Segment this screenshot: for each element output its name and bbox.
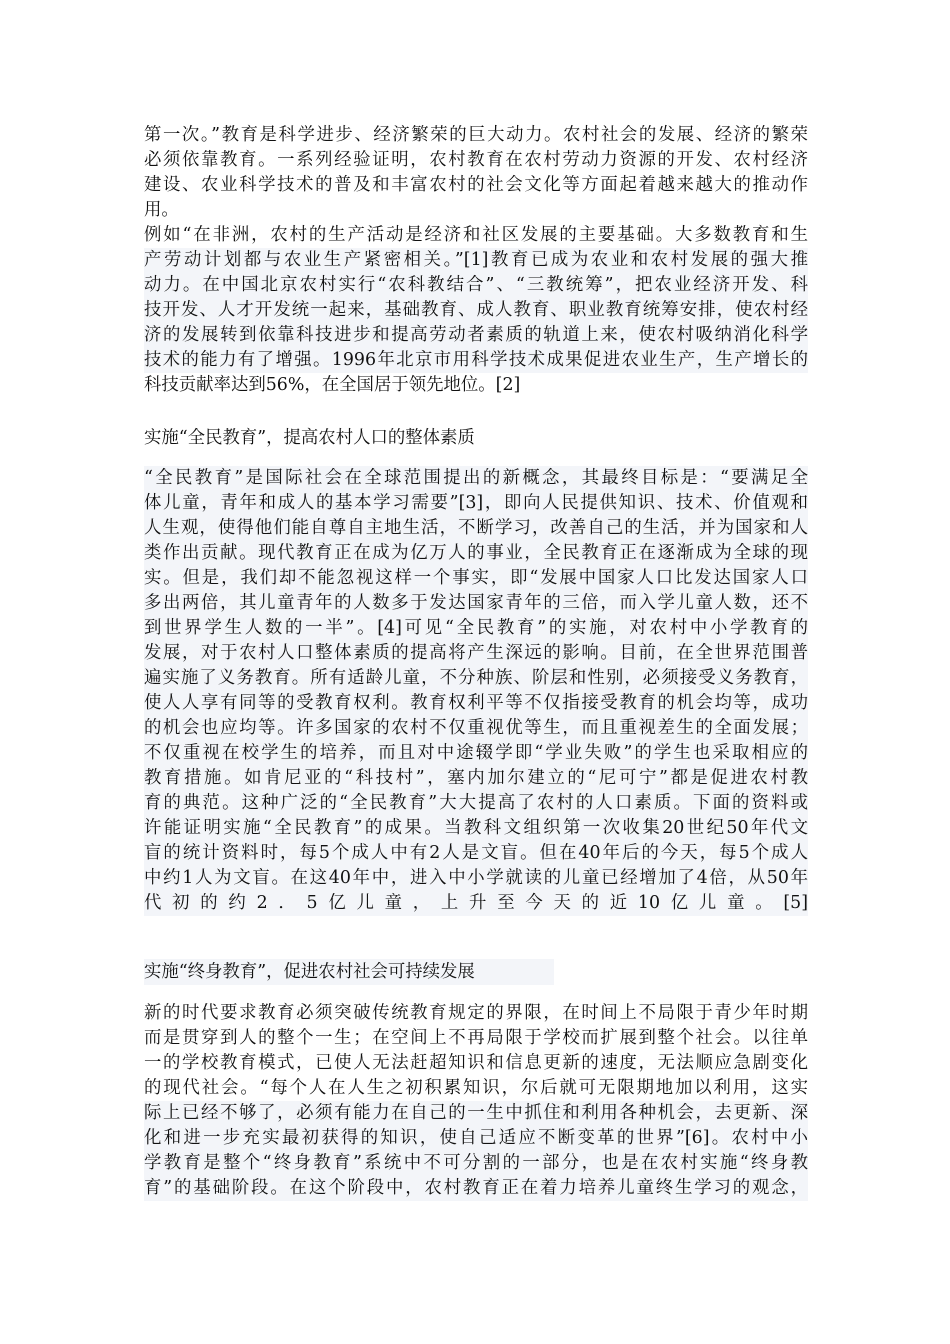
text-line: 第一次。”教育是科学进步、经济繁荣的巨大动力。农村社会的发展、经济的繁荣	[144, 125, 808, 145]
text-line: 的现代社会。“每个人在人生之初积累知识，尔后就可无限期地加以利用，这实	[144, 1078, 808, 1098]
text-line: 际上已经不够了，必须有能力在自己的一生中抓住和利用各种机会，去更新、深	[144, 1101, 808, 1126]
text-line: 学教育是整个“终身教育”系统中不可分割的一部分，也是在农村实施“终身教	[144, 1151, 808, 1176]
text-line: 育的典范。这种广泛的“全民教育”大大提高了农村的人口素质。下面的资料或	[144, 791, 808, 816]
text-line: 济的发展转到依靠科技进步和提高劳动者素质的轨道上来，使农村吸纳消化科学	[144, 323, 808, 348]
text-line: 技开发、人才开发统一起来，基础教育、成人教育、职业教育统筹安排，使农村经	[144, 298, 808, 323]
text-line: 不仅重视在校学生的培养，而且对中途辍学即“学业失败”的学生也采取相应的	[144, 741, 808, 766]
text-line: 用。	[144, 200, 179, 220]
text-line: 技术的能力有了增强。1996年北京市用科学技术成果促进农业生产，生产增长的	[144, 348, 808, 373]
text-line: 盲的统计资料时，每5个成人中有2人是文盲。但在40年后的今天，每5个成人	[144, 841, 808, 866]
text-line: 而是贯穿到人的整个一生；在空间上不再局限于学校而扩展到整个社会。以往单	[144, 1028, 808, 1048]
text-line: 化和进一步充实最初获得的知识，使自己适应不断变革的世界”[6]。农村中小	[144, 1126, 808, 1151]
text-line: 建设、农业科学技术的普及和丰富农村的社会文化等方面起着越来越大的推动作	[144, 175, 808, 195]
text-line: 遍实施了义务教育。所有适龄儿童，不分种族、阶层和性别，必须接受义务教育，	[144, 666, 808, 691]
text-line: 使人人享有同等的受教育权利。教育权利平等不仅指接受教育的机会均等，成功	[144, 691, 808, 716]
text-line: 人生观，使得他们能自尊自主地生活，不断学习，改善自己的生活，并为国家和人	[144, 516, 808, 541]
text-line: 许能证明实施“全民教育”的成果。当教科文组织第一次收集20世纪50年代文	[144, 816, 808, 841]
text-line: 中约1人为文盲。在这40年中，进入中小学就读的儿童已经增加了4倍，从50年	[144, 866, 808, 891]
text-line: 发展，对于农村人口整体素质的提高将产生深远的影响。目前，在全世界范围普	[144, 641, 808, 666]
text-line: 科技贡献率达到56%，在全国居于领先地位。[2]	[144, 375, 521, 395]
text-line: “全民教育”是国际社会在全球范围提出的新概念，其最终目标是：“要满足全	[144, 466, 808, 491]
text-line: 教育措施。如肯尼亚的“科技村”，塞内加尔建立的“尼可宁”都是促进农村教	[144, 766, 808, 791]
text-line: 类作出贡献。现代教育正在成为亿万人的事业，全民教育正在逐渐成为全球的现	[144, 541, 808, 566]
text-line: 育”的基础阶段。在这个阶段中，农村教育正在着力培养儿童终生学习的观念，	[144, 1176, 808, 1201]
section-heading: 实施“终身教育”，促进农村社会可持续发展	[144, 959, 554, 985]
text-line: 代初的约2．5亿儿童，上升至今天的近10亿儿童。[5]	[144, 891, 808, 916]
text-line: 到世界学生人数的一半”。[4]可见“全民教育”的实施，对农村中小学教育的	[144, 616, 808, 641]
text-line: 产劳动计划都与农业生产紧密相关。”[1]教育已成为农业和农村发展的强大推	[144, 248, 808, 273]
text-line: 实。但是，我们却不能忽视这样一个事实，即“发展中国家人口比发达国家人口	[144, 566, 808, 591]
text-line: 必须依靠教育。一系列经验证明，农村教育在农村劳动力资源的开发、农村经济	[144, 150, 808, 170]
text-line: 一的学校教育模式，已使人无法赶超知识和信息更新的速度，无法顺应急剧变化	[144, 1053, 808, 1073]
text-line: 新的时代要求教育必须突破传统教育规定的界限，在时间上不局限于青少年时期	[144, 1003, 808, 1023]
text-line: 体儿童，青年和成人的基本学习需要”[3]，即向人民提供知识、技术、价值观和	[144, 491, 808, 516]
text-line: 例如“在非洲，农村的生产活动是经济和社区发展的主要基础。大多数教育和生	[144, 225, 808, 245]
section-heading: 实施“全民教育”，提高农村人口的整体素质	[144, 428, 475, 448]
text-line: 的机会也应均等。许多国家的农村不仅重视优等生，而且重视差生的全面发展；	[144, 716, 808, 741]
text-line: 动力。在中国北京农村实行“农科教结合”、“三教统筹”，把农业经济开发、科	[144, 273, 808, 298]
text-line: 多出两倍，其儿童青年的人数多于发达国家青年的三倍，而入学儿童人数，还不	[144, 591, 808, 616]
